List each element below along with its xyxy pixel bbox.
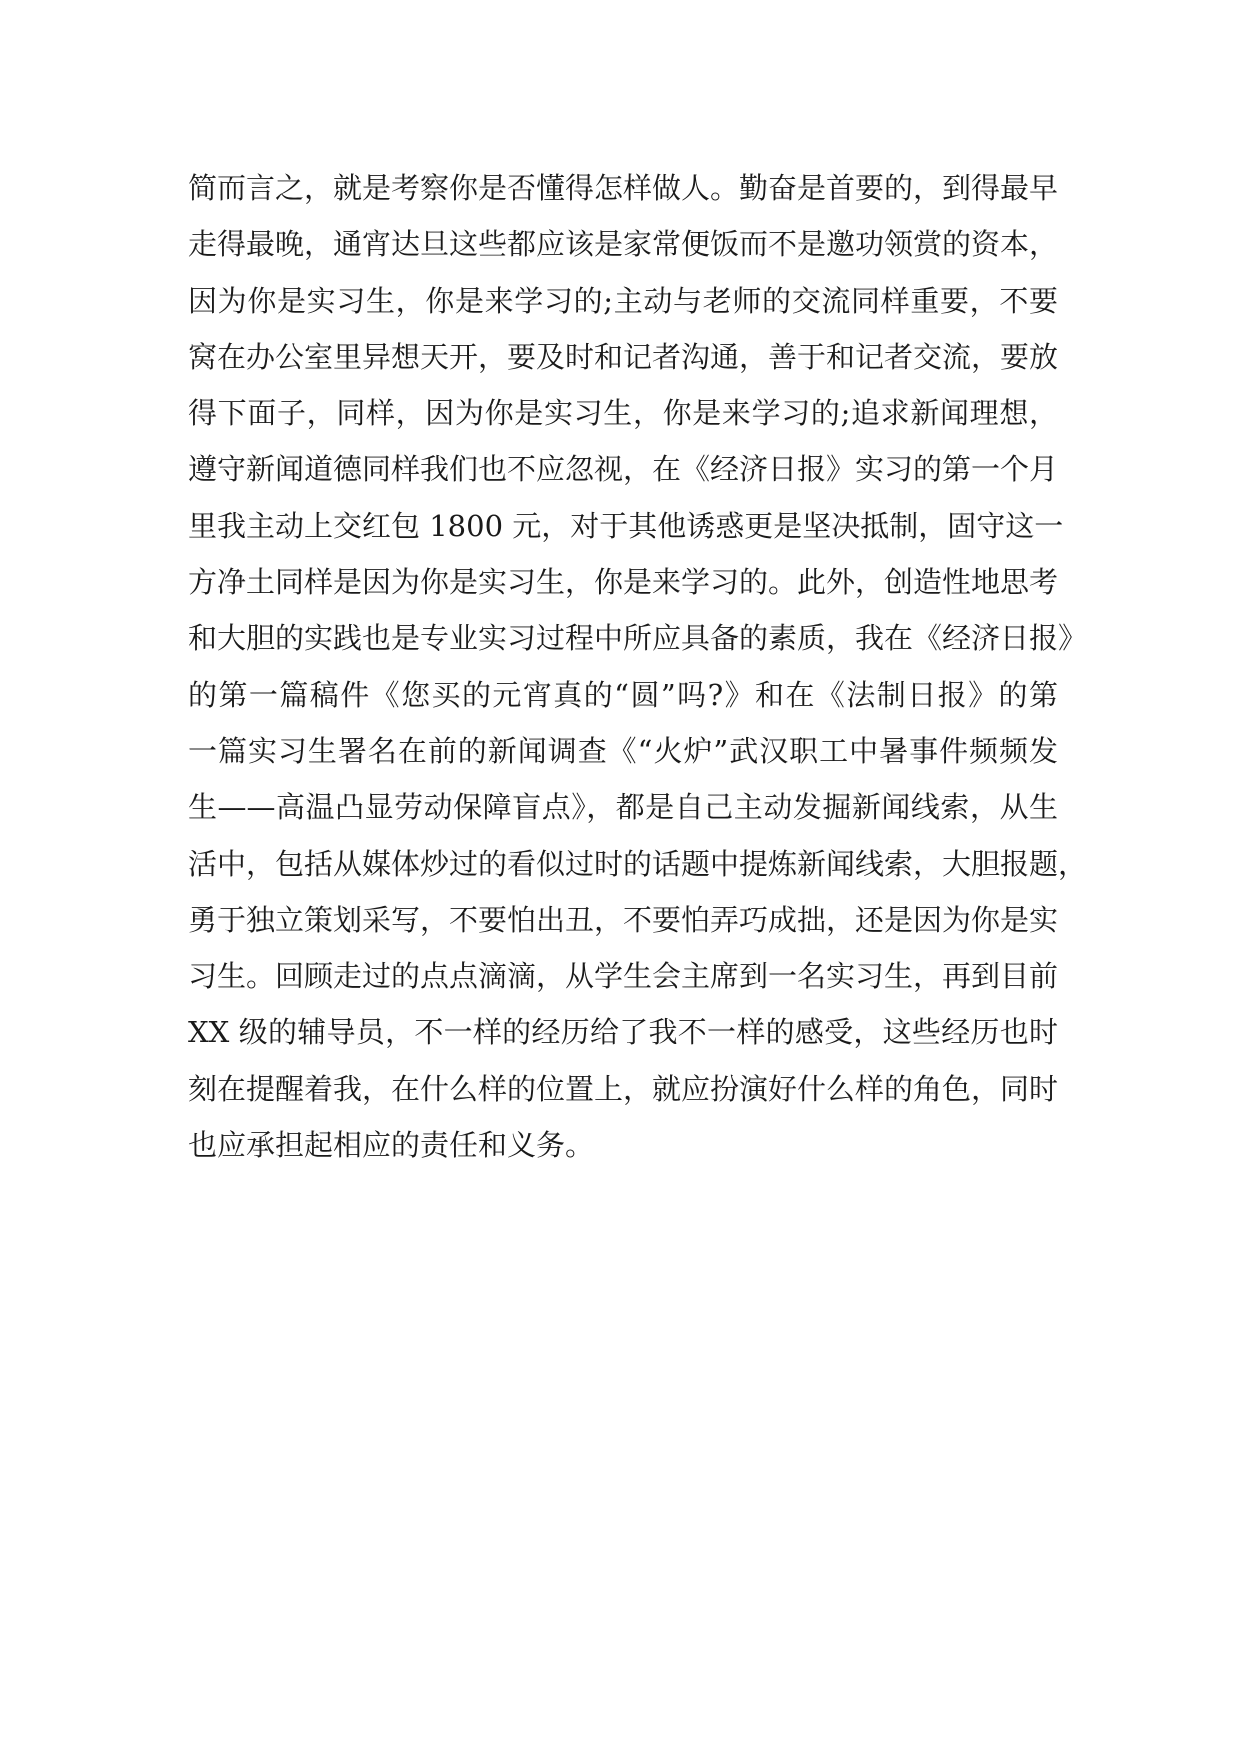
paragraph-last-line: 也应承担起相应的责任和义务。 <box>188 1128 595 1163</box>
paragraph-line: 一篇实习生署名在前的新闻调查《“火炉”武汉职工中暑事件频频发 <box>188 733 1058 768</box>
paragraph-line: 走得最晚，通宵达旦这些都应该是家常便饭而不是邀功领赏的资本， <box>188 227 1059 262</box>
paragraph-line: 遵守新闻道德同样我们也不应忽视，在《经济日报》实习的第一个月 <box>188 452 1059 487</box>
paragraph-line: 的第一篇稿件《您买的元宵真的“圆”吗?》和在《法制日报》的第 <box>188 677 1058 712</box>
paragraph-line: 简而言之，就是考察你是否懂得怎样做人。勤奋是首要的，到得最早 <box>188 171 1059 205</box>
body-paragraph <box>188 160 1088 1173</box>
paragraph-line: 和大胆的实践也是专业实习过程中所应具备的素质，我在《经济日报》 <box>188 621 1088 656</box>
paragraph-line: 窝在办公室里异想天开，要及时和记者沟通，善于和记者交流，要放 <box>188 339 1059 374</box>
paragraph-line: 习生。回顾走过的点点滴滴，从学生会主席到一名实习生，再到目前 <box>188 959 1059 994</box>
paragraph-line: 活中，包括从媒体炒过的看似过时的话题中提炼新闻线索，大胆报题， <box>188 846 1088 881</box>
paragraph-line: 生——高温凸显劳动保障盲点》，都是自己主动发掘新闻线索，从生 <box>188 790 1058 825</box>
paragraph-line: 勇于独立策划采写，不要怕出丑，不要怕弄巧成拙，还是因为你是实 <box>188 902 1059 937</box>
paragraph-line: 里我主动上交红包 1800 元，对于其他诱惑更是坚决抵制，固守这一 <box>188 508 1064 543</box>
paragraph-line: 得下面子，同样，因为你是实习生，你是来学习的;追求新闻理想， <box>188 396 1058 431</box>
paragraph-line: XX 级的辅导员，不一样的经历给了我不一样的感受，这些经历也时 <box>188 1015 1058 1050</box>
paragraph-line: 刻在提醒着我，在什么样的位置上，就应扮演好什么样的角色，同时 <box>188 1071 1059 1106</box>
paragraph-line: 因为你是实习生，你是来学习的;主动与老师的交流同样重要，不要 <box>188 283 1058 318</box>
paragraph-line: 方净土同样是因为你是实习生，你是来学习的。此外，创造性地思考 <box>188 565 1059 600</box>
